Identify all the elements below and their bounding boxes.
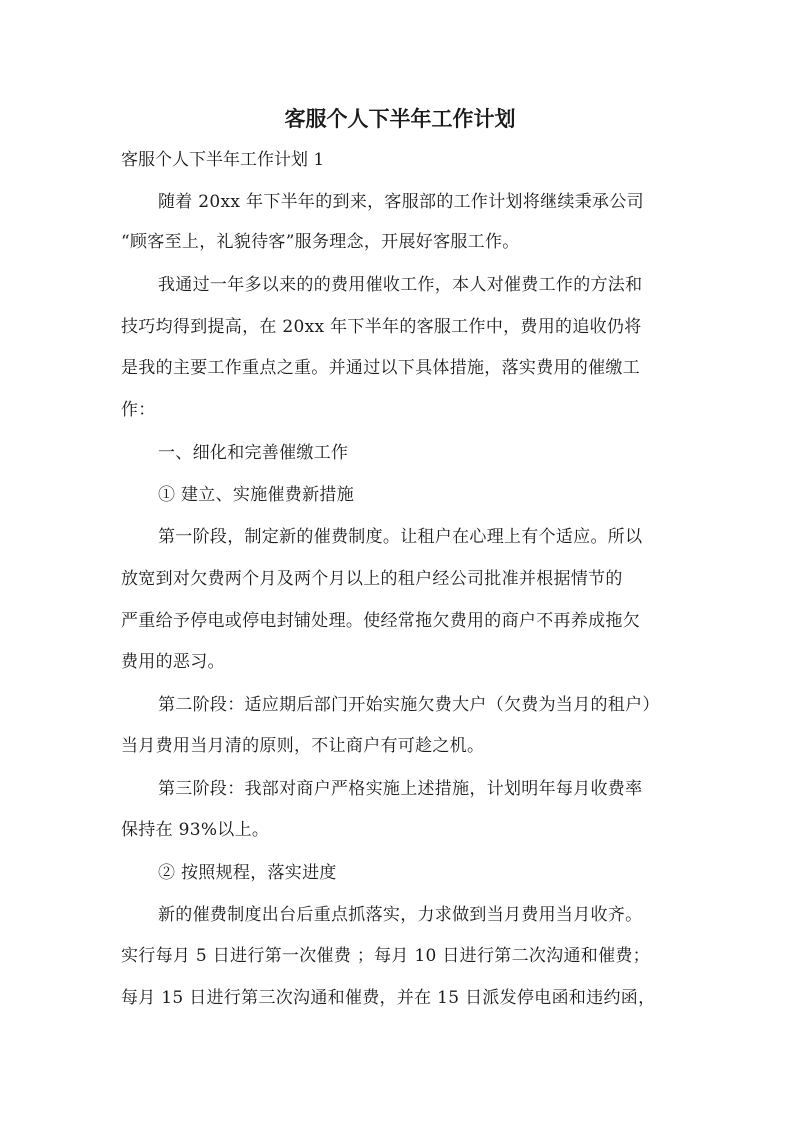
paragraph-line: 新的催费制度出台后重点抓落实，力求做到当月费用当月收齐。 bbox=[158, 905, 643, 925]
paragraph-line: 随着 20xx 年下半年的到来，客服部的工作计划将继续秉承公司 bbox=[158, 192, 644, 212]
paragraph-line: 放宽到对欠费两个月及两个月以上的租户经公司批准并根据情节的 bbox=[121, 569, 623, 589]
paragraph-line: 每月 15 日进行第三次沟通和催费，并在 15 日派发停电函和违约函， bbox=[121, 988, 656, 1008]
paragraph-line: 实行每月 5 日进行第一次催费 ；每月 10 日进行第二次沟通和催费； bbox=[121, 946, 650, 966]
paragraph-line: 技巧均得到提高，在 20xx 年下半年的客服工作中，费用的追收仍将 bbox=[121, 317, 642, 337]
document-title: 客服个人下半年工作计划 bbox=[284, 107, 516, 131]
paragraph-line: 第三阶段：我部对商户严格实施上述措施，计划明年每月收费率 bbox=[158, 779, 643, 799]
document-subtitle: 客服个人下半年工作计划 1 bbox=[121, 150, 325, 170]
subsection-heading: ② 按照规程，落实进度 bbox=[158, 863, 337, 883]
paragraph-line: 严重给予停电或停电封铺处理。使经常拖欠费用的商户不再养成拖欠 bbox=[121, 611, 640, 631]
paragraph-line: 是我的主要工作重点之重。并通过以下具体措施，落实费用的催缴工 bbox=[121, 358, 640, 378]
paragraph-line: 作： bbox=[121, 400, 156, 420]
paragraph-line: “顾客至上，礼貌待客”服务理念，开展好客服工作。 bbox=[121, 232, 520, 252]
subsection-heading: ① 建立、实施催费新措施 bbox=[158, 485, 355, 505]
section-heading: 一、细化和完善催缴工作 bbox=[158, 443, 349, 463]
paragraph-line: 当月费用当月清的原则，不让商户有可趁之机。 bbox=[121, 736, 485, 756]
paragraph-line: 第二阶段：适应期后部门开始实施欠费大户（欠费为当月的租户） bbox=[158, 695, 660, 715]
paragraph-line: 我通过一年多以来的的费用催收工作，本人对催费工作的方法和 bbox=[158, 275, 643, 295]
paragraph-line: 费用的恶习。 bbox=[121, 652, 225, 672]
paragraph-line: 第一阶段，制定新的催费制度。让租户在心理上有个适应。所以 bbox=[158, 527, 643, 547]
paragraph-line: 保持在 93%以上。 bbox=[121, 820, 270, 840]
